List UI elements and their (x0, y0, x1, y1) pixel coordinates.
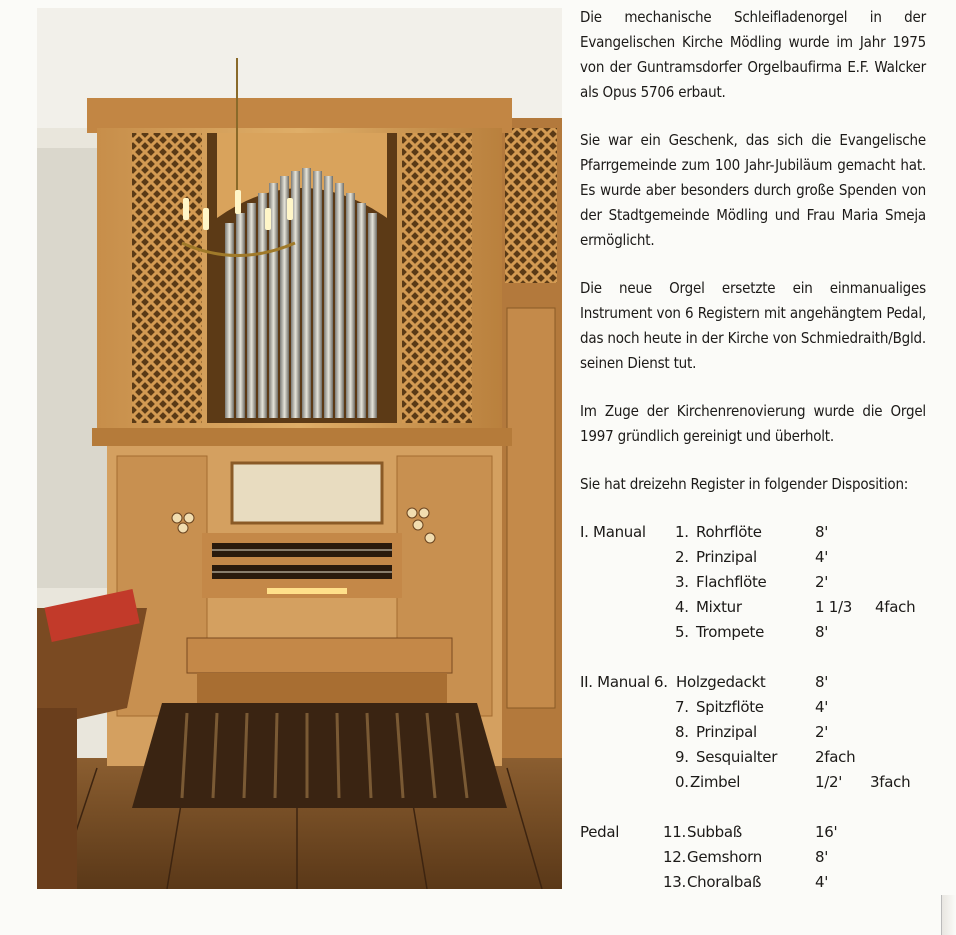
register-name: Zimbel (690, 773, 741, 791)
register-feet: 1 1/3 (815, 598, 852, 616)
register-name: Holzgedackt (676, 673, 766, 691)
register-number: 5. (675, 623, 689, 641)
register-name: Flachflöte (696, 573, 767, 591)
register-feet: 2fach (815, 748, 856, 766)
register-name: Trompete (696, 623, 765, 641)
register-number: 7. (675, 698, 689, 716)
register-feet: 1/2' (815, 773, 843, 791)
register-number: 6. (654, 673, 668, 691)
register-feet: 2' (815, 573, 829, 591)
register-ranks: 4fach (875, 598, 916, 616)
register-ranks: 3fach (870, 773, 911, 791)
register-feet: 8' (815, 673, 829, 691)
register-name: Mixtur (696, 598, 742, 616)
register-number: 0. (675, 773, 689, 791)
section-label: I. Manual (580, 523, 646, 541)
register-number: 12. (663, 848, 686, 866)
register-number: 2. (675, 548, 689, 566)
page-edge (941, 895, 956, 935)
description-text (580, 5, 926, 520)
register-feet: 4' (815, 548, 829, 566)
register-number: 13. (663, 873, 686, 891)
register-number: 9. (675, 748, 689, 766)
register-number: 11. (663, 823, 686, 841)
register-name: Rohrflöte (696, 523, 762, 541)
section-label: Pedal (580, 823, 620, 841)
paragraph-disposition-intro: Sie hat dreizehn Register in folgender Disposition: (580, 475, 909, 493)
paragraph-history: Die mechanische Schleifladenorgel in der Evangelischen Kirche Mödling wurde im Jahr 1975 von der Guntramsdorfer Orgelbaufirma E.F. Walcker als Opus 5706 erbaut. (580, 8, 926, 101)
paragraph-renovation: Im Zuge der Kirchenrenovierung wurde die Orgel 1997 gründlich gereinigt und überholt. (580, 402, 926, 445)
register-feet: 4' (815, 698, 829, 716)
register-feet: 8' (815, 623, 829, 641)
register-name: Subbaß (687, 823, 742, 841)
register-feet: 4' (815, 873, 829, 891)
register-number: 4. (675, 598, 689, 616)
organ-photo (37, 8, 562, 889)
register-name: Spitzflöte (696, 698, 764, 716)
register-name: Sesquialter (696, 748, 778, 766)
section-label: II. Manual (580, 673, 650, 691)
register-name: Choralbaß (687, 873, 762, 891)
register-feet: 8' (815, 523, 829, 541)
register-name: Prinzipal (696, 548, 757, 566)
register-number: 8. (675, 723, 689, 741)
register-feet: 2' (815, 723, 829, 741)
register-feet: 8' (815, 848, 829, 866)
register-name: Prinzipal (696, 723, 757, 741)
register-number: 1. (675, 523, 689, 541)
register-name: Gemshorn (687, 848, 762, 866)
register-feet: 16' (815, 823, 838, 841)
paragraph-gift: Sie war ein Geschenk, das sich die Evangelische Pfarrgemeinde zum 100 Jahr-Jubiläum gemacht hat. Es wurde aber besonders durch große Spenden von der Stadtgemeinde Mödling und Frau Maria Smeja ermöglicht. (580, 131, 926, 249)
paragraph-replacement: Die neue Orgel ersetzte ein einmanualiges Instrument von 6 Registern mit angehängtem Pedal, das noch heute in der Kirche von Schmiedraith/Bgld. seinen Dienst tut. (580, 279, 926, 372)
register-number: 3. (675, 573, 689, 591)
